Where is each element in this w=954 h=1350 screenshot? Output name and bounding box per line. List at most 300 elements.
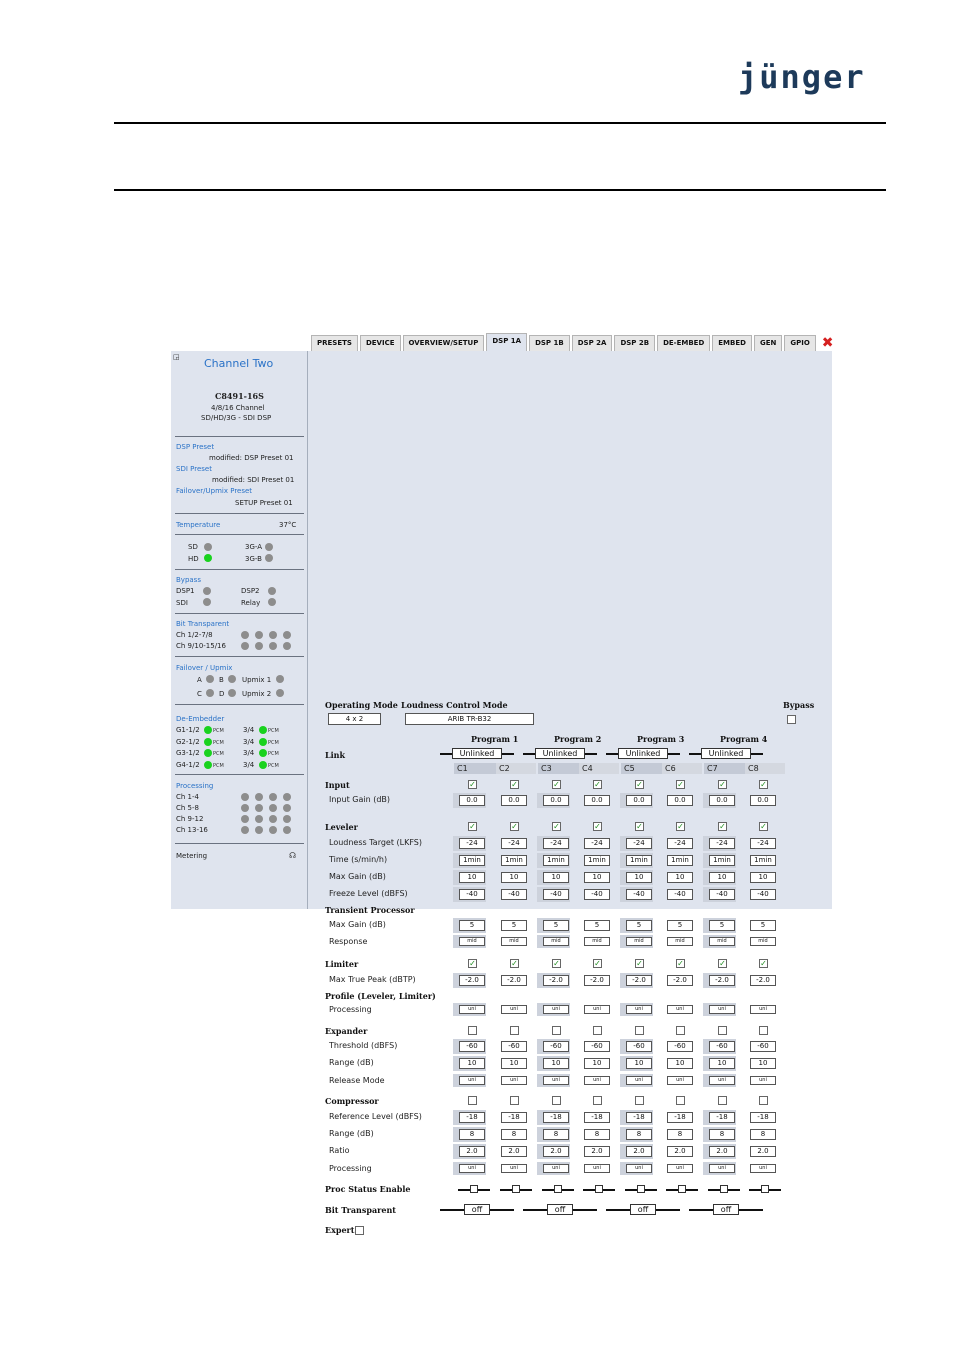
param-max_true_peak-field[interactable]: -2.0 xyxy=(501,975,527,986)
param-exp_range-field[interactable]: 10 xyxy=(543,1058,569,1069)
tab-5[interactable]: DSP 2A xyxy=(572,335,613,351)
param-input_gain-field[interactable]: 0.0 xyxy=(501,795,527,806)
compressor-enable-checkbox[interactable] xyxy=(593,1096,602,1105)
param-exp_threshold-field[interactable]: -60 xyxy=(709,1041,735,1052)
divider xyxy=(175,704,304,705)
param-ref_level-field[interactable]: -18 xyxy=(709,1112,735,1123)
bit-transparent-selector[interactable] xyxy=(440,1204,514,1216)
param-exp_range-field[interactable]: 10 xyxy=(667,1058,693,1069)
param-release_mode-field[interactable]: uni xyxy=(626,1076,652,1085)
input-enable-checkbox[interactable]: ✓ xyxy=(636,780,643,789)
param-comp_processing-field[interactable]: uni xyxy=(709,1164,735,1173)
param-comp_processing-field[interactable]: uni xyxy=(459,1164,485,1173)
param-exp_threshold-field[interactable]: -60 xyxy=(459,1041,485,1052)
link-value[interactable]: Unlinked xyxy=(701,748,751,759)
program-header: Program 2 xyxy=(554,734,602,744)
compressor-enable-checkbox[interactable] xyxy=(552,1096,561,1105)
param-response-field[interactable]: mid xyxy=(543,937,569,946)
channel-header-C2: C2 xyxy=(496,763,536,774)
param-comp_range-field[interactable]: 8 xyxy=(459,1129,485,1140)
param-tp_max_gain-field[interactable]: 5 xyxy=(626,920,652,931)
dsp-preset-value: modified: DSP Preset 01 xyxy=(209,454,294,462)
limiter-enable-checkbox[interactable]: ✓ xyxy=(594,959,601,968)
expander-enable-checkbox[interactable] xyxy=(718,1026,727,1035)
param-max_true_peak-field[interactable]: -2.0 xyxy=(543,975,569,986)
sdi-preset-value: modified: SDI Preset 01 xyxy=(212,476,295,484)
bt-led xyxy=(255,631,263,639)
fo-d-led xyxy=(228,689,236,697)
leveler-enable-checkbox[interactable]: ✓ xyxy=(636,822,643,831)
param-exp_range-field[interactable]: 10 xyxy=(709,1058,735,1069)
toggle-box[interactable] xyxy=(470,1185,478,1193)
bt-row-1: Ch 1/2-7/8 xyxy=(176,631,213,639)
param-time-field[interactable]: 1min xyxy=(709,855,735,866)
param-response-field[interactable]: mid xyxy=(501,937,527,946)
proc-status-toggle[interactable] xyxy=(542,1185,574,1194)
param-input_gain-field[interactable]: 0.0 xyxy=(543,795,569,806)
deembed-led xyxy=(259,761,267,769)
input-enable-checkbox[interactable]: ✓ xyxy=(594,780,601,789)
sd-label: SD xyxy=(188,543,198,551)
compressor-enable-checkbox[interactable] xyxy=(468,1096,477,1105)
param-freeze_level-field[interactable]: -40 xyxy=(626,889,652,900)
param-loudness_target-field[interactable]: -24 xyxy=(667,838,693,849)
param-comp_processing-field[interactable]: uni xyxy=(750,1164,776,1173)
deembed-led xyxy=(259,738,267,746)
tab-7[interactable]: DE-EMBED xyxy=(657,335,710,351)
sdi-label: SDI xyxy=(176,599,188,607)
failover-label: Failover / Upmix xyxy=(176,664,233,672)
param-response-field[interactable]: mid xyxy=(667,937,693,946)
limiter-enable-checkbox[interactable]: ✓ xyxy=(636,959,643,968)
toggle-box[interactable] xyxy=(720,1185,728,1193)
param-exp_range-field[interactable]: 10 xyxy=(584,1058,610,1069)
param-tp_max_gain-field[interactable]: 5 xyxy=(709,920,735,931)
deembed-led xyxy=(204,761,212,769)
param-profile_processing-field[interactable]: uni xyxy=(459,1005,485,1014)
param-loudness_target-field[interactable]: -24 xyxy=(459,838,485,849)
param-input_gain-label: Input Gain (dB) xyxy=(329,795,391,804)
tab-bar xyxy=(311,333,832,351)
compressor-enable-checkbox[interactable] xyxy=(759,1096,768,1105)
param-ref_level-field[interactable]: -18 xyxy=(459,1112,485,1123)
param-max_true_peak-field[interactable]: -2.0 xyxy=(459,975,485,986)
param-max_true_peak-field[interactable]: -2.0 xyxy=(750,975,776,986)
param-input_gain-field[interactable]: 0.0 xyxy=(584,795,610,806)
param-release_mode-field[interactable]: uni xyxy=(543,1076,569,1085)
param-loudness_target-field[interactable]: -24 xyxy=(543,838,569,849)
param-exp_threshold-field[interactable]: -60 xyxy=(584,1041,610,1052)
param-comp_processing-field[interactable]: uni xyxy=(543,1164,569,1173)
leveler-enable-checkbox[interactable]: ✓ xyxy=(511,822,518,831)
divider xyxy=(175,534,304,535)
param-time-field[interactable]: 1min xyxy=(667,855,693,866)
deembedder-label: De-Embedder xyxy=(176,715,225,723)
param-comp_range-field[interactable]: 8 xyxy=(543,1129,569,1140)
link-selector[interactable] xyxy=(523,748,597,760)
param-ratio-field[interactable]: 2.0 xyxy=(501,1146,527,1157)
input-enable-checkbox[interactable]: ✓ xyxy=(760,780,767,789)
bypass-checkbox[interactable] xyxy=(787,715,796,724)
param-comp_processing-field[interactable]: uni xyxy=(667,1164,693,1173)
link-label: Link xyxy=(325,750,346,760)
failover-preset-label: Failover/Upmix Preset xyxy=(176,487,253,495)
bit-transparent-value[interactable]: off xyxy=(464,1204,490,1215)
section-leveler: Leveler xyxy=(325,822,358,832)
loudness-mode-field[interactable]: ARIB TR-B32 xyxy=(405,713,534,725)
proc-led xyxy=(241,815,249,823)
tab-6[interactable]: DSP 2B xyxy=(614,335,655,351)
expert-label: Expert xyxy=(325,1225,355,1235)
compressor-enable-checkbox[interactable] xyxy=(510,1096,519,1105)
3ga-led xyxy=(265,543,273,551)
param-comp_range-field[interactable]: 8 xyxy=(501,1129,527,1140)
section-transient: Transient Processor xyxy=(325,905,415,915)
param-freeze_level-field[interactable]: -40 xyxy=(501,889,527,900)
param-ref_level-field[interactable]: -18 xyxy=(750,1112,776,1123)
param-release_mode-field[interactable]: uni xyxy=(584,1076,610,1085)
sdi-led xyxy=(203,598,211,606)
deembed-group-label: G4-1/2 xyxy=(176,760,200,769)
leveler-enable-checkbox[interactable]: ✓ xyxy=(469,822,476,831)
param-lev_max_gain-field[interactable]: 10 xyxy=(667,872,693,883)
toggle-box[interactable] xyxy=(512,1185,520,1193)
link-value[interactable]: Unlinked xyxy=(535,748,585,759)
param-release_mode-field[interactable]: uni xyxy=(750,1076,776,1085)
proc-led xyxy=(241,793,249,801)
param-profile_processing-field[interactable]: uni xyxy=(667,1005,693,1014)
compressor-enable-checkbox[interactable] xyxy=(718,1096,727,1105)
bit-transparent-value[interactable]: off xyxy=(713,1204,739,1215)
pcm-label: PCM xyxy=(268,762,279,769)
limiter-enable-checkbox[interactable]: ✓ xyxy=(511,959,518,968)
proc-status-toggle[interactable] xyxy=(749,1185,781,1194)
expander-enable-checkbox[interactable] xyxy=(552,1026,561,1035)
param-profile_processing-field[interactable]: uni xyxy=(626,1005,652,1014)
bit-transparent-value[interactable]: off xyxy=(547,1204,573,1215)
close-icon[interactable]: ✖ xyxy=(821,335,834,351)
proc-led xyxy=(269,793,277,801)
tab-4[interactable]: DSP 1B xyxy=(529,335,570,351)
upmix2-led xyxy=(276,689,284,697)
param-time-field[interactable]: 1min xyxy=(543,855,569,866)
param-release_mode-field[interactable]: uni xyxy=(459,1076,485,1085)
proc-status-toggle[interactable] xyxy=(625,1185,657,1194)
param-time-field[interactable]: 1min xyxy=(459,855,485,866)
param-exp_threshold-field[interactable]: -60 xyxy=(543,1041,569,1052)
bt-led xyxy=(241,631,249,639)
deembed-led xyxy=(204,726,212,734)
param-input_gain-field[interactable]: 0.0 xyxy=(626,795,652,806)
proc-status-toggle[interactable] xyxy=(708,1185,740,1194)
param-ref_level-field[interactable]: -18 xyxy=(626,1112,652,1123)
param-release_mode-field[interactable]: uni xyxy=(667,1076,693,1085)
bit-transparent-selector[interactable] xyxy=(689,1204,763,1216)
param-response-field[interactable]: mid xyxy=(459,937,485,946)
param-input_gain-field[interactable]: 0.0 xyxy=(667,795,693,806)
param-comp_range-field[interactable]: 8 xyxy=(626,1129,652,1140)
bit-transparent-selector[interactable] xyxy=(523,1204,597,1216)
param-freeze_level-field[interactable]: -40 xyxy=(543,889,569,900)
param-loudness_target-field[interactable]: -24 xyxy=(584,838,610,849)
proc-status-toggle[interactable] xyxy=(500,1185,532,1194)
proc-led xyxy=(255,826,263,834)
input-enable-checkbox[interactable]: ✓ xyxy=(719,780,726,789)
operating-mode-field[interactable]: 4 x 2 xyxy=(328,713,381,725)
param-loudness_target-field[interactable]: -24 xyxy=(750,838,776,849)
toggle-box[interactable] xyxy=(554,1185,562,1193)
bypass-label: Bypass xyxy=(783,700,815,710)
bt-led xyxy=(269,642,277,650)
param-profile_processing-field[interactable]: uni xyxy=(709,1005,735,1014)
param-exp_range-field[interactable]: 10 xyxy=(750,1058,776,1069)
tab-0[interactable]: PRESETS xyxy=(311,335,358,351)
leveler-enable-checkbox[interactable]: ✓ xyxy=(594,822,601,831)
param-loudness_target-label: Loudness Target (LKFS) xyxy=(329,838,423,847)
resize-icon[interactable]: ◲ xyxy=(173,353,180,361)
param-comp_processing-field[interactable]: uni xyxy=(626,1164,652,1173)
param-time-field[interactable]: 1min xyxy=(501,855,527,866)
deembed-group-label: G1-1/2 xyxy=(176,726,200,734)
expert-checkbox[interactable] xyxy=(355,1226,364,1235)
proc-row-label: Ch 1-4 xyxy=(176,793,199,801)
expander-enable-checkbox[interactable] xyxy=(510,1026,519,1035)
expander-enable-checkbox[interactable] xyxy=(468,1026,477,1035)
fo-a-label: A xyxy=(197,676,202,684)
bit-transparent-selector[interactable] xyxy=(606,1204,680,1216)
param-lev_max_gain-field[interactable]: 10 xyxy=(501,872,527,883)
param-ratio-field[interactable]: 2.0 xyxy=(543,1146,569,1157)
sidebar xyxy=(171,351,308,909)
param-tp_max_gain-field[interactable]: 5 xyxy=(667,920,693,931)
param-tp_max_gain-field[interactable]: 5 xyxy=(750,920,776,931)
param-freeze_level-field[interactable]: -40 xyxy=(459,889,485,900)
proc-status-toggle[interactable] xyxy=(583,1185,615,1194)
param-lev_max_gain-field[interactable]: 10 xyxy=(459,872,485,883)
upmix1-led xyxy=(276,675,284,683)
device-desc-1: 4/8/16 Channel xyxy=(211,404,265,412)
compressor-enable-checkbox[interactable] xyxy=(635,1096,644,1105)
param-loudness_target-field[interactable]: -24 xyxy=(626,838,652,849)
param-tp_max_gain-field[interactable]: 5 xyxy=(543,920,569,931)
param-comp_range-field[interactable]: 8 xyxy=(667,1129,693,1140)
link-selector[interactable] xyxy=(606,748,680,760)
param-exp_threshold-field[interactable]: -60 xyxy=(667,1041,693,1052)
relay-label: Relay xyxy=(241,599,261,607)
operating-mode-label: Operating Mode xyxy=(325,700,398,710)
param-response-field[interactable]: mid xyxy=(709,937,735,946)
param-comp_range-label: Range (dB) xyxy=(329,1129,374,1138)
dsp-panel xyxy=(308,351,832,1235)
deembed-led xyxy=(259,749,267,757)
param-exp_threshold-field[interactable]: -60 xyxy=(750,1041,776,1052)
limiter-enable-checkbox[interactable]: ✓ xyxy=(469,959,476,968)
channel-header-C5: C5 xyxy=(621,763,663,774)
param-ratio-field[interactable]: 2.0 xyxy=(709,1146,735,1157)
param-exp_range-field[interactable]: 10 xyxy=(626,1058,652,1069)
param-comp_range-field[interactable]: 8 xyxy=(584,1129,610,1140)
tab-1[interactable]: DEVICE xyxy=(360,335,401,351)
deembed-sub-label: 3/4 xyxy=(243,726,255,734)
dsp1-led xyxy=(203,587,211,595)
param-release_mode-field[interactable]: uni xyxy=(709,1076,735,1085)
headphones-icon[interactable]: ☊ xyxy=(289,851,297,860)
expander-enable-checkbox[interactable] xyxy=(676,1026,685,1035)
dsp2-label: DSP2 xyxy=(241,587,260,595)
param-ratio-field[interactable]: 2.0 xyxy=(459,1146,485,1157)
toggle-box[interactable] xyxy=(595,1185,603,1193)
expander-enable-checkbox[interactable] xyxy=(635,1026,644,1035)
param-release_mode-field[interactable]: uni xyxy=(501,1076,527,1085)
param-loudness_target-field[interactable]: -24 xyxy=(501,838,527,849)
link-value[interactable]: Unlinked xyxy=(618,748,668,759)
param-freeze_level-field[interactable]: -40 xyxy=(584,889,610,900)
proc-led xyxy=(255,804,263,812)
proc-led xyxy=(255,815,263,823)
section-compressor: Compressor xyxy=(325,1096,379,1106)
param-input_gain-field[interactable]: 0.0 xyxy=(459,795,485,806)
tab-10[interactable]: GPIO xyxy=(784,335,815,351)
link-selector[interactable] xyxy=(689,748,763,760)
section-expander: Expander xyxy=(325,1026,368,1036)
divider xyxy=(175,613,304,614)
divider xyxy=(175,569,304,570)
param-comp_range-field[interactable]: 8 xyxy=(750,1129,776,1140)
param-ratio-field[interactable]: 2.0 xyxy=(667,1146,693,1157)
toggle-box[interactable] xyxy=(678,1185,686,1193)
param-freeze_level-field[interactable]: -40 xyxy=(667,889,693,900)
param-input_gain-field[interactable]: 0.0 xyxy=(709,795,735,806)
toggle-box[interactable] xyxy=(761,1185,769,1193)
expander-enable-checkbox[interactable] xyxy=(759,1026,768,1035)
param-comp_processing-field[interactable]: uni xyxy=(584,1164,610,1173)
param-profile_processing-label: Processing xyxy=(329,1005,372,1014)
deembed-led xyxy=(204,738,212,746)
param-exp_threshold-field[interactable]: -60 xyxy=(501,1041,527,1052)
param-max_true_peak-field[interactable]: -2.0 xyxy=(667,975,693,986)
param-lev_max_gain-field[interactable]: 10 xyxy=(543,872,569,883)
tab-3[interactable]: DSP 1A xyxy=(486,333,527,351)
bit-transparent-value[interactable]: off xyxy=(630,1204,656,1215)
leveler-enable-checkbox[interactable]: ✓ xyxy=(719,822,726,831)
pcm-label: PCM xyxy=(213,739,224,746)
param-tp_max_gain-field[interactable]: 5 xyxy=(459,920,485,931)
input-enable-checkbox[interactable]: ✓ xyxy=(553,780,560,789)
proc-status-toggle[interactable] xyxy=(458,1185,490,1194)
leveler-enable-checkbox[interactable]: ✓ xyxy=(677,822,684,831)
param-time-field[interactable]: 1min xyxy=(626,855,652,866)
param-lev_max_gain-field[interactable]: 10 xyxy=(626,872,652,883)
input-enable-checkbox[interactable]: ✓ xyxy=(469,780,476,789)
param-tp_max_gain-field[interactable]: 5 xyxy=(501,920,527,931)
param-lev_max_gain-field[interactable]: 10 xyxy=(750,872,776,883)
param-ref_level-field[interactable]: -18 xyxy=(584,1112,610,1123)
param-ratio-field[interactable]: 2.0 xyxy=(626,1146,652,1157)
header-rule-bottom xyxy=(114,189,886,191)
bypass-label: Bypass xyxy=(176,576,201,584)
param-response-field[interactable]: mid xyxy=(584,937,610,946)
param-lev_max_gain-field[interactable]: 10 xyxy=(584,872,610,883)
tab-2[interactable]: OVERVIEW/SETUP xyxy=(403,335,485,351)
param-response-field[interactable]: mid xyxy=(626,937,652,946)
proc-row-label: Ch 5-8 xyxy=(176,804,199,812)
param-ref_level-field[interactable]: -18 xyxy=(501,1112,527,1123)
channel-header-C6: C6 xyxy=(662,763,702,774)
device-window xyxy=(171,333,834,1235)
param-ratio-field[interactable]: 2.0 xyxy=(750,1146,776,1157)
link-selector[interactable] xyxy=(440,748,514,760)
tab-8[interactable]: EMBED xyxy=(712,335,752,351)
param-profile_processing-field[interactable]: uni xyxy=(750,1005,776,1014)
toggle-box[interactable] xyxy=(637,1185,645,1193)
limiter-enable-checkbox[interactable]: ✓ xyxy=(677,959,684,968)
bt-led xyxy=(241,642,249,650)
pcm-label: PCM xyxy=(213,762,224,769)
param-ratio-field[interactable]: 2.0 xyxy=(584,1146,610,1157)
param-time-field[interactable]: 1min xyxy=(584,855,610,866)
program-header: Program 1 xyxy=(471,734,519,744)
temperature-label: Temperature xyxy=(176,521,221,529)
link-value[interactable]: Unlinked xyxy=(452,748,502,759)
param-freeze_level-field[interactable]: -40 xyxy=(709,889,735,900)
param-profile_processing-field[interactable]: uni xyxy=(584,1005,610,1014)
param-freeze_level-field[interactable]: -40 xyxy=(750,889,776,900)
dsp1-label: DSP1 xyxy=(176,587,195,595)
param-max_true_peak-field[interactable]: -2.0 xyxy=(584,975,610,986)
input-enable-checkbox[interactable]: ✓ xyxy=(511,780,518,789)
param-comp_processing-field[interactable]: uni xyxy=(501,1164,527,1173)
bt-led xyxy=(283,642,291,650)
fo-d-label: D xyxy=(219,690,225,698)
proc-row-label: Ch 13-16 xyxy=(176,826,208,834)
param-exp_threshold-field[interactable]: -60 xyxy=(626,1041,652,1052)
param-tp_max_gain-field[interactable]: 5 xyxy=(584,920,610,931)
param-loudness_target-field[interactable]: -24 xyxy=(709,838,735,849)
expander-enable-checkbox[interactable] xyxy=(593,1026,602,1035)
param-profile_processing-field[interactable]: uni xyxy=(501,1005,527,1014)
proc-status-toggle[interactable] xyxy=(666,1185,698,1194)
channel-header-C8: C8 xyxy=(745,763,785,774)
section-limiter: Limiter xyxy=(325,959,359,969)
param-comp_range-field[interactable]: 8 xyxy=(709,1129,735,1140)
tab-9[interactable]: GEN xyxy=(754,335,782,351)
param-ref_level-field[interactable]: -18 xyxy=(667,1112,693,1123)
device-model: C8491-16S xyxy=(215,391,264,401)
compressor-enable-checkbox[interactable] xyxy=(676,1096,685,1105)
channel-header-C7: C7 xyxy=(704,763,746,774)
param-input_gain-field[interactable]: 0.0 xyxy=(750,795,776,806)
param-time-field[interactable]: 1min xyxy=(750,855,776,866)
limiter-enable-checkbox[interactable]: ✓ xyxy=(553,959,560,968)
hd-led xyxy=(204,554,212,562)
param-lev_max_gain-field[interactable]: 10 xyxy=(709,872,735,883)
limiter-enable-checkbox[interactable]: ✓ xyxy=(760,959,767,968)
param-profile_processing-field[interactable]: uni xyxy=(543,1005,569,1014)
leveler-enable-checkbox[interactable]: ✓ xyxy=(760,822,767,831)
param-freeze_level-label: Freeze Level (dBFS) xyxy=(329,889,408,898)
param-max_true_peak-field[interactable]: -2.0 xyxy=(626,975,652,986)
param-exp_range-field[interactable]: 10 xyxy=(501,1058,527,1069)
limiter-enable-checkbox[interactable]: ✓ xyxy=(719,959,726,968)
leveler-enable-checkbox[interactable]: ✓ xyxy=(553,822,560,831)
input-enable-checkbox[interactable]: ✓ xyxy=(677,780,684,789)
proc-led xyxy=(283,815,291,823)
param-ref_level-field[interactable]: -18 xyxy=(543,1112,569,1123)
proc-led xyxy=(241,804,249,812)
param-max_true_peak-field[interactable]: -2.0 xyxy=(709,975,735,986)
param-exp_range-field[interactable]: 10 xyxy=(459,1058,485,1069)
param-response-field[interactable]: mid xyxy=(750,937,776,946)
